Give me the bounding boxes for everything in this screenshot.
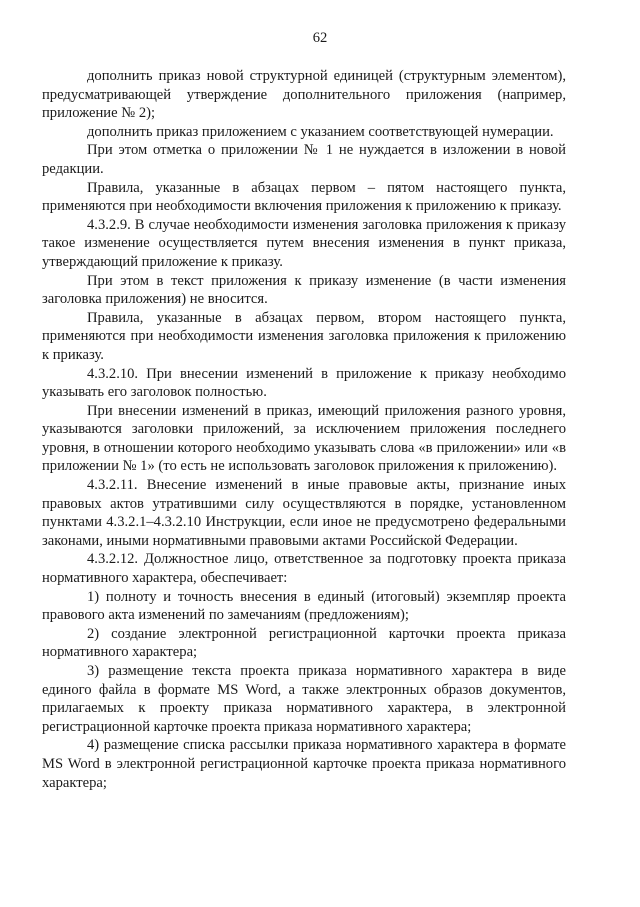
paragraph: 4.3.2.11. Внесение изменений в иные правовые акты, признание иных правовых актов утратившими силу осуществляются в порядке, установленном пунктами 4.3.2.1–4.3.2.10 Инструкции, если иное не предусмотрено федеральными законами, иными нормативными правовыми актами Российской Федерации.	[42, 477, 566, 549]
paragraph: дополнить приказ новой структурной единицей (структурным элементом), предусматривающей утверждение дополнительного приложения (например, приложение № 2);	[42, 68, 566, 122]
document-body	[42, 67, 566, 792]
paragraph: 4.3.2.12. Должностное лицо, ответственное за подготовку проекта приказа нормативного характера, обеспечивает:	[42, 551, 566, 587]
paragraph: дополнить приказ приложением с указанием соответствующей нумерации.	[87, 123, 554, 140]
paragraph: При этом в текст приложения к приказу изменение (в части изменения заголовка приложения) не вносится.	[42, 272, 566, 308]
paragraph: При этом отметка о приложении № 1 не нуждается в изложении в новой редакции.	[42, 142, 566, 177]
paragraph: Правила, указанные в абзацах первом – пятом настоящего пункта, применяются при необходимости включения приложения к приложению к приказу.	[42, 179, 566, 215]
paragraph: 4.3.2.9. В случае необходимости изменения заголовка приложения к приказу такое изменение осуществляется путем внесения изменения в пункт приказа, утверждающий приложение к приказу.	[42, 216, 566, 270]
paragraph: При внесении изменений в приказ, имеющий приложения разного уровня, указываются заголовки приложений, за исключением приложения последнего уровня, в отношении которого необходимо указывать слова «в приложении» или «в приложении № 1» (то есть не использовать заголовок приложения к приложению).	[42, 402, 566, 475]
paragraph: 4.3.2.10. При внесении изменений в приложение к приказу необходимо указывать его заголовок полностью.	[42, 365, 566, 401]
list-item: 3) размещение текста проекта приказа нормативного характера в виде единого файла в формате MS Word, а также электронных образов документов, прилагаемых к проекту приказа нормативного характера, в электронной регистрационной карточке проекта приказа нормативного характера;	[42, 663, 566, 735]
list-item: 1) полноту и точность внесения в единый (итоговый) экземпляр проекта правового акта изменений по замечаниям (предложениям);	[42, 588, 566, 624]
paragraph: Правила, указанные в абзацах первом, втором настоящего пункта, применяются при необходимости изменения заголовка приложения к приложению к приказу.	[42, 309, 566, 363]
list-item: 4) размещение списка рассылки приказа нормативного характера в формате MS Word в электронной регистрационной карточке проекта приказа нормативного характера;	[42, 737, 566, 791]
page-number: 62	[312, 30, 328, 46]
list-item: 2) создание электронной регистрационной карточки проекта приказа нормативного характера;	[42, 625, 566, 661]
